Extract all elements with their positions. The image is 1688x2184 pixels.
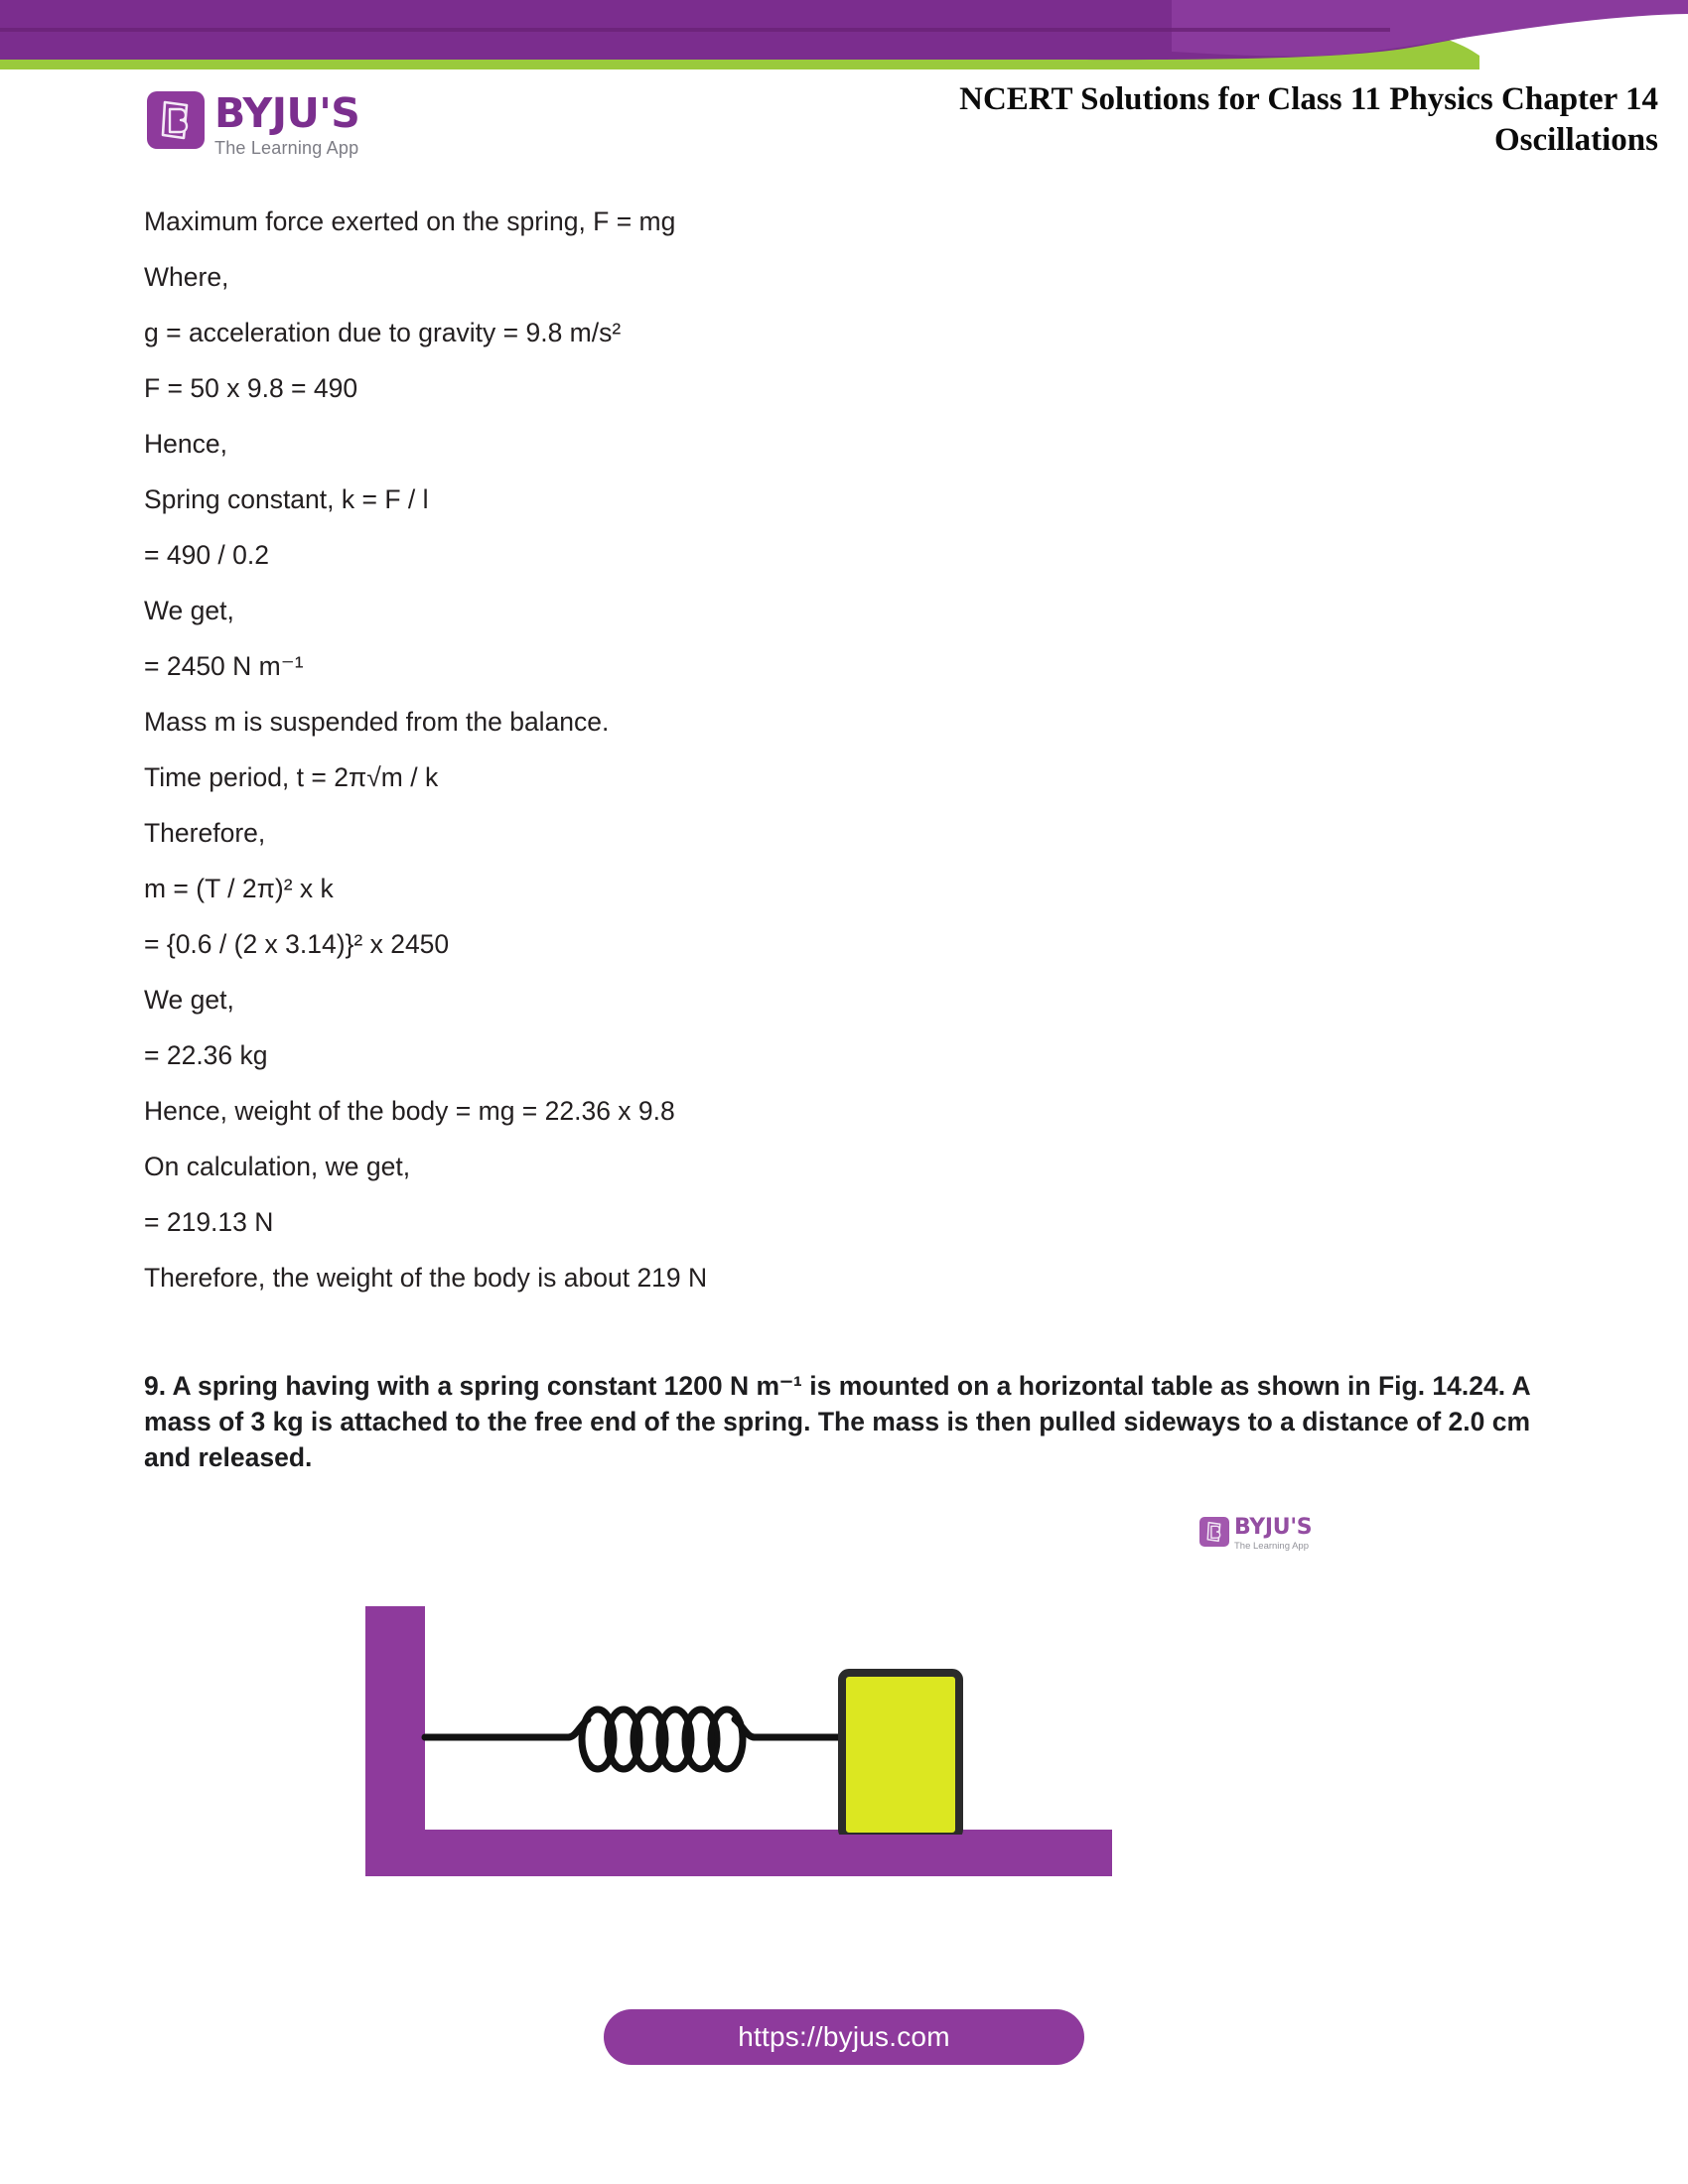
solution-line: = 2450 N m⁻¹	[144, 651, 304, 681]
solution-line: Mass m is suspended from the balance.	[144, 707, 610, 737]
solution-line: Therefore, the weight of the body is about 219 N	[144, 1263, 708, 1293]
solution-line: Where,	[144, 262, 229, 292]
watermark-brand-name: BYJU'S	[1234, 1515, 1313, 1540]
solution-line: Time period, t = 2π√m / k	[144, 762, 439, 792]
figure-byjus-watermark	[1199, 1517, 1312, 1552]
solution-line: F = 50 x 9.8 = 490	[144, 373, 358, 403]
byjus-b-mark-icon	[1199, 1517, 1229, 1547]
solution-body	[144, 208, 1554, 1320]
page-title-line-1: NCERT Solutions for Class 11 Physics Chapter 14	[959, 81, 1658, 117]
solution-line: = 219.13 N	[144, 1207, 274, 1237]
solution-line: Maximum force exerted on the spring, F = mg	[144, 206, 676, 236]
solution-line: Therefore,	[144, 818, 266, 848]
solution-line: Hence,	[144, 429, 227, 459]
solution-line: = {0.6 / (2 x 3.14)}² x 2450	[144, 929, 450, 959]
page-title	[546, 79, 1658, 161]
footer-url-text: https://byjus.com	[738, 2021, 950, 2052]
solution-line: On calculation, we get,	[144, 1152, 411, 1181]
solution-line: Spring constant, k = F / l	[144, 484, 429, 514]
table-overlay	[832, 1835, 1112, 1876]
brand-tagline: The Learning App	[214, 138, 359, 158]
solution-line: g = acceleration due to gravity = 9.8 m/s²	[144, 318, 622, 347]
question-9-text: 9. A spring having with a spring constant 1200 N m⁻¹ is mounted on a horizontal table as shown in Fig. 14.24. A mass of 3 kg is attached to the free end of the spring. The mass is then pulled sideways to a distance of 2.0 cm and released.	[144, 1371, 1531, 1473]
footer-url-button[interactable]	[604, 2009, 1084, 2065]
brand-name: BYJU'S	[214, 89, 360, 137]
mass-block	[842, 1673, 959, 1837]
spring-mass-figure	[338, 1578, 1152, 1906]
watermark-brand-tagline: The Learning App	[1234, 1541, 1310, 1552]
byjus-logo	[147, 91, 359, 157]
page-title-line-2: Oscillations	[1493, 121, 1658, 158]
byjus-b-mark-icon	[147, 91, 205, 149]
coil-spring	[425, 1709, 842, 1769]
solution-line: = 490 / 0.2	[144, 540, 269, 570]
solution-line: = 22.36 kg	[144, 1040, 268, 1070]
header-decoration-band	[0, 0, 1688, 69]
solution-line: We get,	[144, 985, 234, 1015]
solution-line: Hence, weight of the body = mg = 22.36 x 9.8	[144, 1096, 675, 1126]
solution-line: We get,	[144, 596, 234, 625]
solution-line: m = (T / 2π)² x k	[144, 874, 334, 903]
